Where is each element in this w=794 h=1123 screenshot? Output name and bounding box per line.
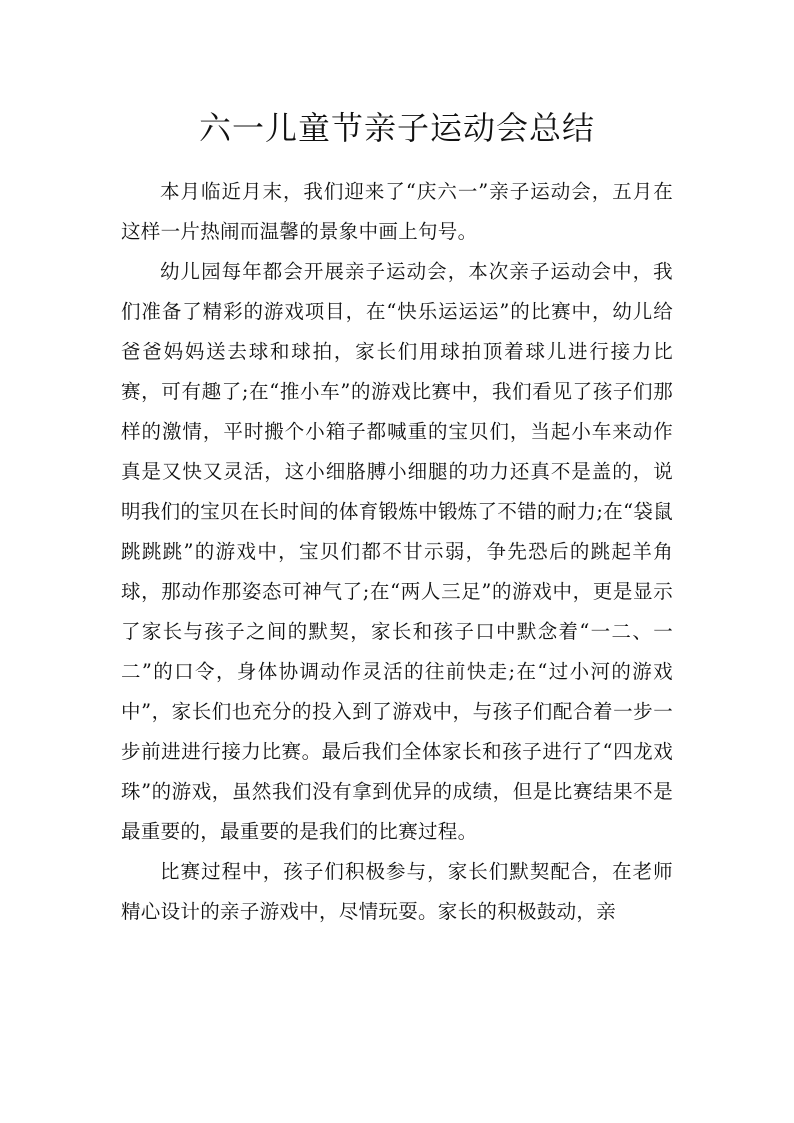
document-title: 六一儿童节亲子运动会总结 (198, 109, 595, 147)
document-body (121, 172, 673, 932)
paragraph-1: 本月临近月末，我们迎来了“庆六一”亲子运动会，五月在这样一片热闹而温馨的景象中画上句号。 (121, 180, 673, 243)
paragraph-2: 幼儿园每年都会开展亲子运动会，本次亲子运动会中，我们准备了精彩的游戏项目，在“快乐运运运”的比赛中，幼儿给爸爸妈妈送去球和球拍，家长们用球拍顶着球儿进行接力比赛，可有趣了;在“推小车”的游戏比赛中，我们看见了孩子们那样的激情，平时搬个小箱子都喊重的宝贝们，当起小车来动作真是又快又灵活，这小细胳膊小细腿的功力还真不是盖的，说明我们的宝贝在长时间的体育锻炼中锻炼了不错的耐力;在“袋鼠跳跳跳”的游戏中，宝贝们都不甘示弱，争先恐后的跳起羊角球，那动作那姿态可神气了;在“两人三足”的游戏中，更是显示了家长与孩子之间的默契，家长和孩子口中默念着“一二、一二”的口令，身体协调动作灵活的往前快走;在“过小河的游戏中”，家长们也充分的投入到了游戏中，与孩子们配合着一步一步前进进行接力比赛。最后我们全体家长和孩子进行了“四龙戏珠”的游戏，虽然我们没有拿到优异的成绩，但是比赛结果不是最重要的，最重要的是我们的比赛过程。 (121, 260, 673, 843)
paragraph-3: 比赛过程中，孩子们积极参与，家长们默契配合，在老师精心设计的亲子游戏中，尽情玩耍。家长的积极鼓动，亲 (121, 860, 673, 923)
